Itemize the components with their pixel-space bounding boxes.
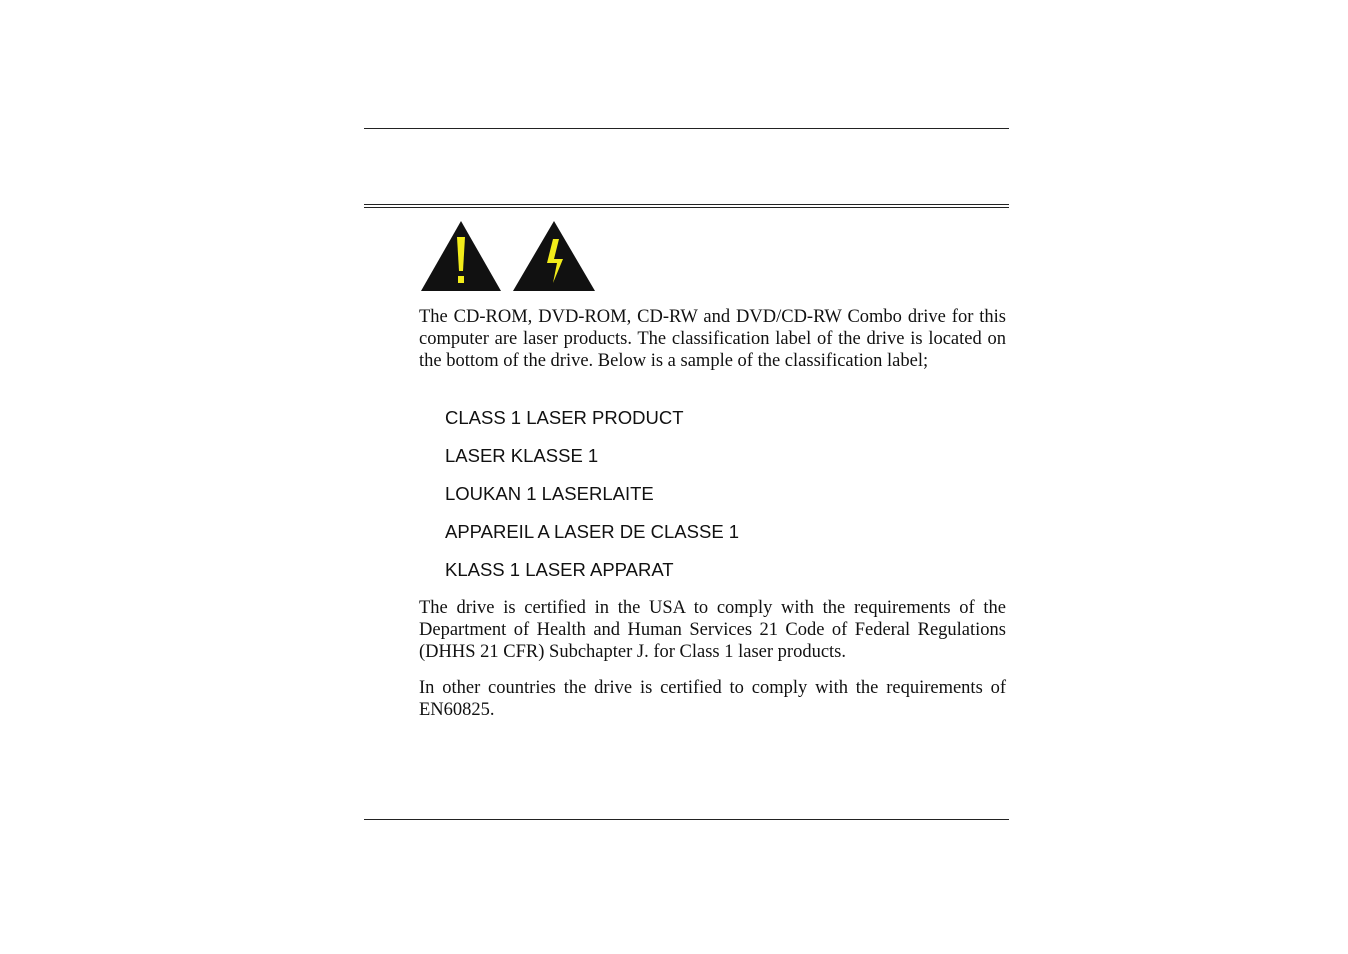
intro-paragraph: The CD-ROM, DVD-ROM, CD-RW and DVD/CD-RW Combo drive for this computer are laser products. The classification label of the drive is located on the bottom of the drive. Below is a sample of the classification label; — [419, 307, 1006, 371]
other-certification-paragraph: In other countries the drive is certified to comply with the requirements of EN60825. — [419, 678, 1006, 720]
classification-label-line: APPAREIL A LASER DE CLASSE 1 — [445, 521, 740, 542]
classification-label-list — [445, 407, 739, 597]
section-rule-upper — [364, 204, 1009, 205]
electric-shock-warning-icon — [511, 219, 597, 293]
classification-label-line: KLASS 1 LASER APPARAT — [445, 559, 674, 580]
classification-label-line: CLASS 1 LASER PRODUCT — [445, 407, 684, 428]
header-rule — [364, 128, 1009, 129]
classification-label-line: LOUKAN 1 LASERLAITE — [445, 483, 654, 504]
footer-rule — [364, 819, 1009, 820]
usa-certification-paragraph: The drive is certified in the USA to comply with the requirements of the Department of Health and Human Services 21 Code of Federal Regulations (DHHS 21 CFR) Subchapter J. for Class 1 laser products. — [419, 598, 1006, 662]
section-rule-lower — [364, 207, 1009, 208]
classification-label-line: LASER KLASSE 1 — [445, 445, 599, 466]
warning-icons — [419, 219, 599, 294]
exclamation-warning-icon — [419, 219, 503, 293]
